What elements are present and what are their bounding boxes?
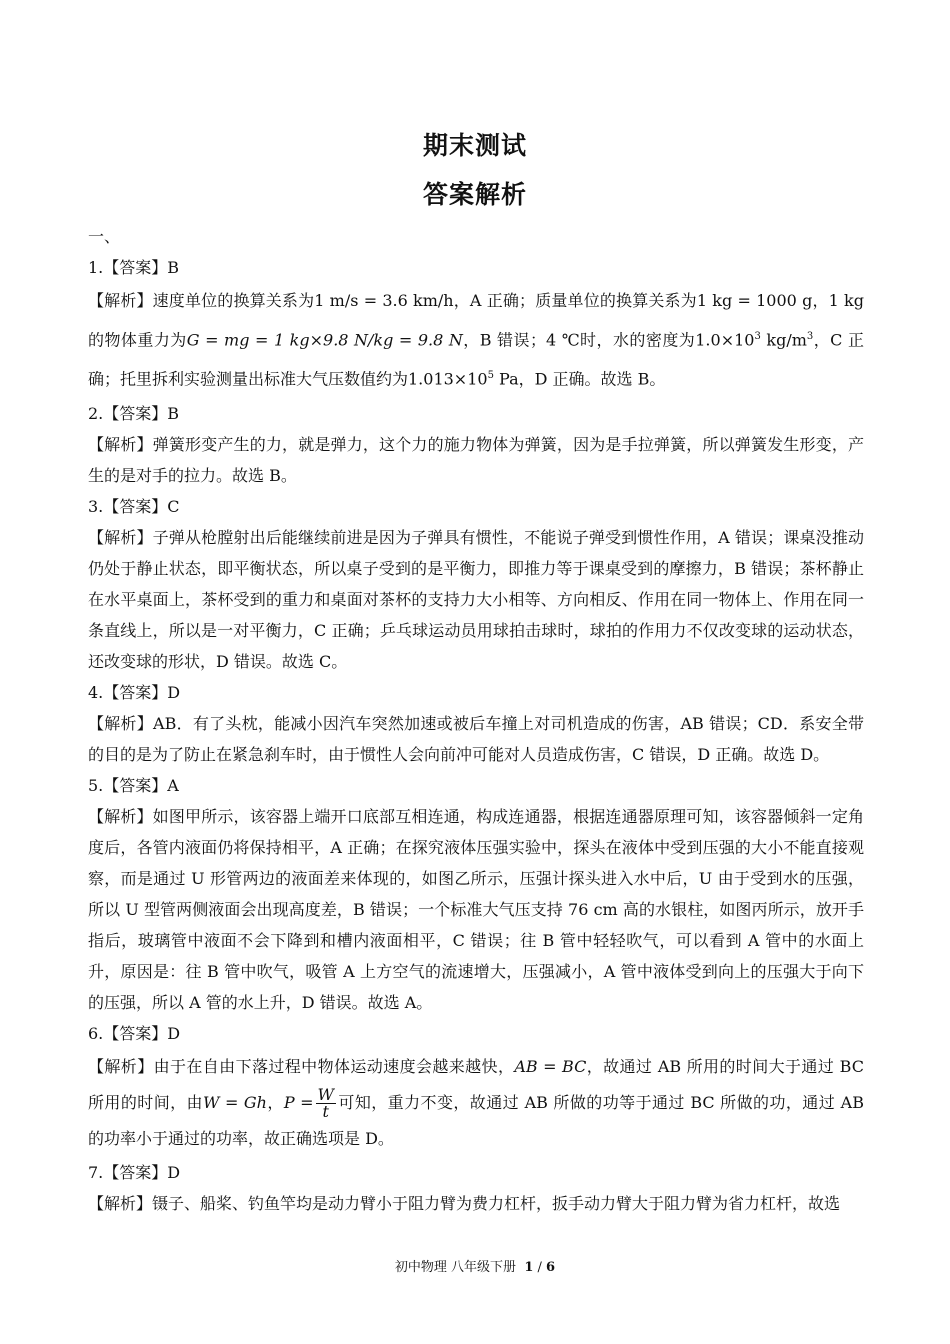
q2-answer: 2.【答案】B: [88, 403, 180, 423]
q1-exp-part-a: 【解析】速度单位的换算关系为1 m/s = 3.6 km/h，A 正确；质量单位的换算关系为1 kg = 1000 g，1 kg的物体重力为: [88, 291, 864, 350]
q6-exp-part-d: 可知，重力不变，故通过 AB 所做的功等于通过 BC 所做的功，通过 AB 的功率小于通过的功率，故正确选项是 D。: [88, 1092, 864, 1148]
q1-exp-part-b: ，B 错误；4 ℃时，水的密度为1.0×10: [462, 330, 755, 350]
q1-formula: G = mg = 1 kg×9.8 N/kg = 9.8 N: [186, 330, 463, 350]
q2-explanation: 【解析】弹簧形变产生的力，就是弹力，这个力的施力物体为弹簧，因为是手拉弹簧，所以弹簧发生形变，产生的是对手的拉力。故选 B。: [88, 434, 864, 485]
q7-answer: 7.【答案】D: [88, 1162, 181, 1182]
q1-explanation: [88, 283, 864, 398]
footer-text: 初中物理 八年级下册: [394, 1260, 517, 1275]
section-heading: 一、: [88, 227, 121, 246]
q6-answer: 6.【答案】D: [88, 1023, 181, 1043]
footer-separator: /: [533, 1260, 547, 1275]
q6-exp-part-a: 【解析】由于在自由下落过程中物体运动速度会越来越快，: [88, 1056, 515, 1076]
page-title: 期末测试: [422, 131, 527, 160]
q6-fraction-numerator: W: [317, 1084, 334, 1104]
q6-fraction-denominator: t: [322, 1101, 329, 1121]
page-subtitle: 答案解析: [422, 180, 527, 209]
q4-answer: 4.【答案】D: [88, 682, 181, 702]
q3-answer: 3.【答案】C: [88, 496, 180, 516]
footer-page-number: 1: [524, 1260, 534, 1275]
q1-exp-part-c: kg/m: [760, 330, 807, 350]
q1-sup-1: 3: [754, 331, 761, 342]
q6-ab-formula: AB = BC: [514, 1056, 587, 1076]
page-footer: [0, 1256, 950, 1275]
q1-answer: 1.【答案】B: [88, 258, 180, 277]
q6-exp-part-c: ，: [266, 1092, 284, 1112]
q1-sup-3: 5: [487, 370, 494, 382]
q6-exp-part-b: ，故通过 AB 所用的时间大于通过 BC 所用的时间，由: [88, 1056, 864, 1112]
q1-sup-2: 3: [806, 331, 814, 342]
q3-explanation: 【解析】子弹从枪膛射出后能继续前进是因为子弹具有惯性，不能说子弹受到惯性作用，A 错误；课桌没推动仍处于静止状态，即平衡状态，所以桌子受到的是平衡力，即推力等于课桌受到的摩擦力，B 错误；茶杯静止在水平桌面上，茶杯受到的重力和桌面对茶杯的支持力大小相等、方向相反、作用在同一物体上、作用在同一条直线上，所以是一对平衡力，C 正确；乒乓球运动员用球拍击球时，球拍的作用力不仅改变球的运动状态，还改变球的形状，D 错误。故选 C。: [88, 527, 864, 671]
q5-explanation: 【解析】如图甲所示，该容器上端开口底部互相连通，构成连通器，根据连通器原理可知，该容器倾斜一定角度后，各管内液面仍将保持相平，A 正确；在探究液体压强实验中，探头在液体中受到压强的大小不能直接观察，而是通过 U 形管两边的液面差来体现的，如图乙所示，压强计探头进入水中后，U 由于受到水的压强，所以 U 型管两侧液面会出现高度差，B 错误；一个标准大气压支持 76 cm 高的水银柱，如图丙所示，放开手指后，玻璃管中液面不会下降到和槽内液面相平，C 错误；往 B 管中轻轻吹气，可以看到 A 管中的水面上升，原因是：往 B 管中吹气，吸管 A 上方空气的流速增大，压强减小，A 管中液体受到向上的压强大于向下的压强，所以 A 管的水上升，D 错误。故选 A。: [88, 806, 864, 1012]
q6-explanation: [88, 1049, 864, 1157]
q1-exp-part-d: ，C 正确；托里拆利实验测量出标准大气压数值约为1.013×10: [88, 330, 864, 389]
q7-explanation: 【解析】镊子、船桨、钓鱼竿均是动力臂小于阻力臂为费力杠杆，扳手动力臂大于阻力臂为省力杠杆，故选: [88, 1193, 841, 1213]
footer-page-total: 6: [546, 1260, 556, 1275]
q6-fraction: [316, 1084, 336, 1121]
q5-answer: 5.【答案】A: [88, 775, 179, 795]
answer-content: [88, 221, 864, 1219]
q1-exp-part-e: Pa，D 正确。故选 B。: [493, 369, 666, 389]
q4-explanation: 【解析】AB．有了头枕，能减小因汽车突然加速或被后车撞上对司机造成的伤害，AB 错误；CD．系安全带的目的是为了防止在紧急刹车时，由于惯性人会向前冲可能对人员造成伤害，C 错误，D 正确。故选 D。: [88, 713, 864, 764]
q6-work-formula: W = Gh: [203, 1092, 267, 1112]
q6-power-lhs: P =: [283, 1092, 314, 1112]
